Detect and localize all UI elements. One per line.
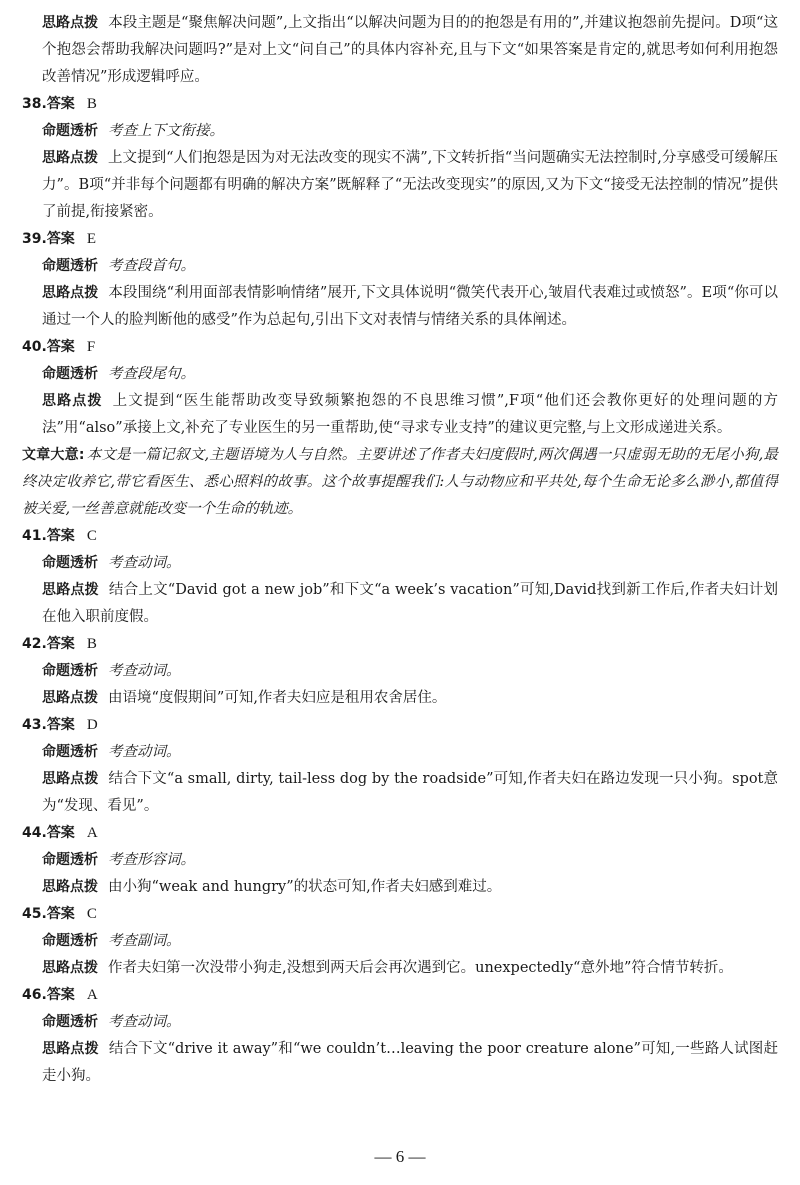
hint-paragraph	[22, 577, 778, 631]
question-number: 39.	[22, 231, 47, 247]
hint-paragraph	[22, 955, 778, 982]
answer-label: 答案	[46, 231, 75, 247]
hint-label: 思路点拨	[42, 771, 99, 787]
answer-item	[22, 91, 778, 226]
analysis-label: 命题透析	[42, 933, 98, 949]
hint-paragraph	[22, 685, 778, 712]
answer-line	[22, 91, 778, 118]
analysis-line	[22, 253, 778, 280]
analysis-text: 考查动词。	[108, 555, 181, 571]
answer-line	[22, 982, 778, 1009]
hint-text: 本段围绕“利用面部表情影响情绪”展开,下文具体说明“微笑代表开心,皱眉代表难过或愤怒”。E项“你可以通过一个人的脸判断他的感受”作为总起句,引出下文对表情与情绪关系的具体阐述。	[42, 285, 778, 328]
answer-item	[22, 334, 778, 442]
hint-paragraph	[22, 766, 778, 820]
analysis-label: 命题透析	[42, 744, 98, 760]
analysis-line	[22, 1009, 778, 1036]
answer-item	[22, 523, 778, 631]
hint-label: 思路点拨	[42, 285, 99, 301]
analysis-line	[22, 739, 778, 766]
analysis-line	[22, 550, 778, 577]
hint-text: 结合上文“David got a new job”和下文“a week’s vacation”可知,David找到新工作后,作者夫妇计划在他入职前度假。	[42, 582, 778, 625]
answer-letter: D	[86, 717, 98, 733]
hint-paragraph	[22, 1036, 778, 1090]
answer-line	[22, 334, 778, 361]
answer-letter: C	[86, 528, 97, 544]
hint-label: 思路点拨	[42, 1041, 99, 1057]
analysis-line	[22, 847, 778, 874]
hint-label: 思路点拨	[42, 393, 103, 409]
analysis-label: 命题透析	[42, 123, 98, 139]
hint-text: 由小狗“weak and hungry”的状态可知,作者夫妇感到难过。	[108, 879, 502, 895]
hint-paragraph	[22, 145, 778, 226]
answer-label: 答案	[46, 339, 75, 355]
summary-label: 文章大意:	[22, 447, 85, 463]
answer-line	[22, 226, 778, 253]
answer-label: 答案	[46, 825, 75, 841]
analysis-line	[22, 361, 778, 388]
analysis-label: 命题透析	[42, 555, 98, 571]
question-number: 41.	[22, 528, 47, 544]
page-number: — 6 —	[374, 1147, 426, 1166]
analysis-text: 考查段尾句。	[108, 366, 195, 382]
answer-letter: B	[86, 96, 97, 112]
answer-label: 答案	[46, 717, 75, 733]
analysis-line	[22, 118, 778, 145]
answer-item	[22, 982, 778, 1090]
hint-paragraph	[22, 280, 778, 334]
analysis-label: 命题透析	[42, 258, 98, 274]
question-number: 45.	[22, 906, 47, 922]
analysis-label: 命题透析	[42, 366, 98, 382]
answer-label: 答案	[46, 96, 75, 112]
answer-letter: A	[86, 825, 98, 841]
answer-item	[22, 901, 778, 982]
answer-group-a	[22, 91, 778, 442]
answer-item	[22, 712, 778, 820]
analysis-text: 考查动词。	[108, 1014, 181, 1030]
hint-text: 上文提到“医生能帮助改变导致频繁抱怨的不良思维习惯”,F项“他们还会教你更好的处理问题的方法”用“also”承接上文,补充了专业医生的另一重帮助,使“寻求专业支持”的建议更完整,与上文形成递进关系。	[42, 393, 779, 436]
question-number: 44.	[22, 825, 47, 841]
answer-item	[22, 820, 778, 901]
analysis-text: 考查动词。	[108, 663, 181, 679]
answer-item	[22, 226, 778, 334]
answer-line	[22, 820, 778, 847]
hint-label: 思路点拨	[42, 150, 99, 166]
hint-text: 由语境“度假期间”可知,作者夫妇应是租用农舍居住。	[108, 690, 447, 706]
analysis-text: 考查副词。	[108, 933, 181, 949]
analysis-text: 考查段首句。	[108, 258, 195, 274]
answer-letter: A	[86, 987, 98, 1003]
hint-text: 作者夫妇第一次没带小狗走,没想到两天后会再次遇到它。unexpectedly“意外地”符合情节转折。	[108, 960, 733, 976]
summary-text: 本文是一篇记叙文,主题语境为人与自然。主要讲述了作者夫妇度假时,两次偶遇一只虚弱无助的无尾小狗,最终决定收养它,带它看医生、悉心照料的故事。这个故事提醒我们:人与动物应和平共处,每个生命无论多么渺小,都值得被关爱,一丝善意就能改变一个生命的轨迹。	[22, 447, 778, 517]
answer-line	[22, 631, 778, 658]
hint-label: 思路点拨	[42, 582, 99, 598]
intro-hint-paragraph	[22, 10, 778, 91]
hint-paragraph	[22, 874, 778, 901]
analysis-text: 考查形容词。	[108, 852, 195, 868]
hint-text: 结合下文“drive it away”和“we couldn’t…leaving the poor creature alone”可知,一些路人试图赶走小狗。	[42, 1041, 779, 1084]
analysis-text: 考查动词。	[108, 744, 181, 760]
analysis-label: 命题透析	[42, 852, 98, 868]
analysis-line	[22, 658, 778, 685]
hint-label: 思路点拨	[42, 960, 98, 976]
answer-label: 答案	[46, 528, 75, 544]
answer-letter: B	[86, 636, 97, 652]
answer-line	[22, 523, 778, 550]
answer-letter: E	[86, 231, 96, 247]
hint-label: 思路点拨	[42, 690, 98, 706]
question-number: 42.	[22, 636, 47, 652]
question-number: 43.	[22, 717, 47, 733]
answer-letter: F	[86, 339, 96, 355]
answer-line	[22, 712, 778, 739]
answer-label: 答案	[46, 987, 75, 1003]
hint-label: 思路点拨	[42, 15, 99, 31]
answer-label: 答案	[46, 906, 75, 922]
analysis-label: 命题透析	[42, 663, 98, 679]
answer-item	[22, 631, 778, 712]
answer-label: 答案	[46, 636, 75, 652]
answer-letter: C	[86, 906, 97, 922]
analysis-label: 命题透析	[42, 1014, 98, 1030]
hint-text: 上文提到“人们抱怨是因为对无法改变的现实不满”,下文转折指“当问题确实无法控制时,分享感受可缓解压力”。B项“并非每个问题都有明确的解决方案”既解释了“无法改变现实”的原因,又为下文“接受无法控制的情况”提供了前提,衔接紧密。	[42, 150, 779, 220]
answer-group-b	[22, 523, 778, 1090]
answer-line	[22, 901, 778, 928]
question-number: 46.	[22, 987, 47, 1003]
question-number: 40.	[22, 339, 47, 355]
hint-paragraph	[22, 388, 778, 442]
hint-label: 思路点拨	[42, 879, 98, 895]
article-summary	[22, 442, 778, 523]
hint-text: 本段主题是“聚焦解决问题”,上文指出“以解决问题为目的的抱怨是有用的”,并建议抱怨前先提问。D项“这个抱怨会帮助我解决问题吗?”是对上文“问自己”的具体内容补充,且与下文“如果答案是肯定的,就思考如何利用抱怨改善情况”形成逻辑呼应。	[42, 15, 779, 85]
analysis-line	[22, 928, 778, 955]
hint-text: 结合下文“a small, dirty, tail-less dog by the roadside”可知,作者夫妇在路边发现一只小狗。spot意为“发现、看见”。	[42, 771, 779, 814]
analysis-text: 考查上下文衔接。	[108, 123, 224, 139]
question-number: 38.	[22, 96, 47, 112]
